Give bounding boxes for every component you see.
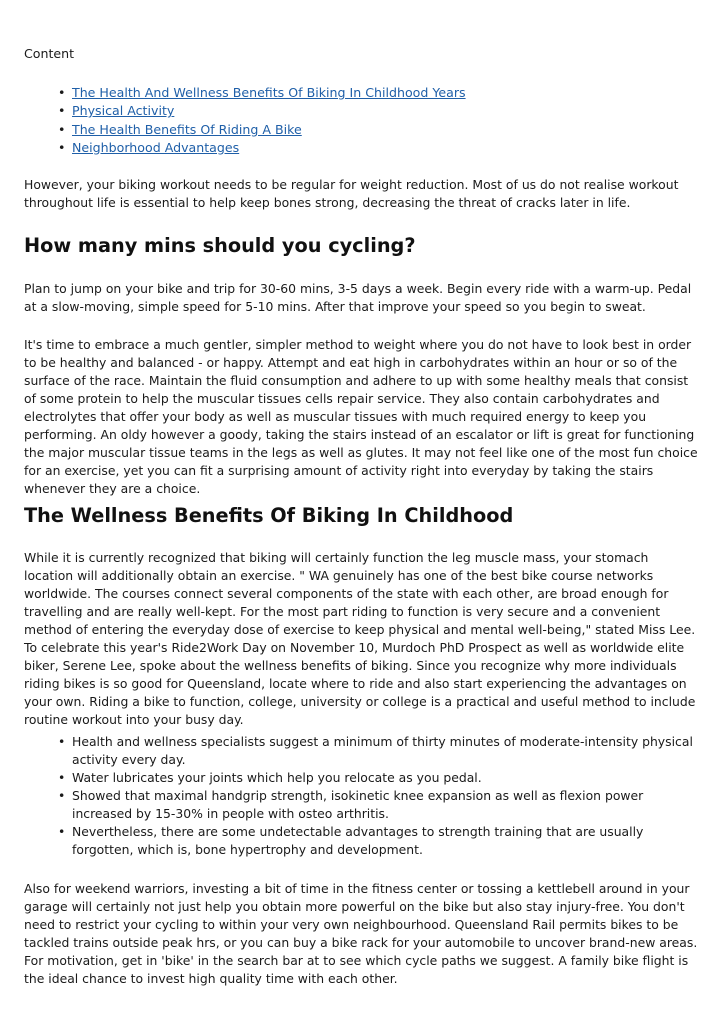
list-item: • Water lubricates your joints which help you relocate as you pedal. [58, 769, 698, 787]
intro-paragraph: However, your biking workout needs to be regular for weight reduction. Most of us do not realise workout throughout life is essential to help keep bones strong, decreasing the threat of cracks later in life. [24, 177, 679, 211]
toc-item [58, 84, 466, 102]
list-item: • Showed that maximal handgrip strength, isokinetic knee expansion as well as flexion power increased by 15-30% in people with osteo arthritis. [58, 787, 698, 823]
paragraph-gentler-method: It's time to embrace a much gentler, simpler method to weight where you do not have to look best in order to be healthy and balanced - or happy. Attempt and eat high in carbohydrates within an hour or so of the surface of the race. Maintain the fluid consumption and adhere to up with some healthy meals that consist of some protein to help the muscular tissues cells repair service. They also contain carbohydrates and electrolytes that offer your body as well as muscular tissues with much required energy to keep you performing. An oldy however a goody, taking the stairs instead of an escalator or lift is great for functioning the major muscular tissue teams in the legs as well as glutes. It may not feel like one of the most fun choice for an exercise, yet you can fit a surprising amount of activity right into everyday by taking the stairs whenever they are a choice. [24, 337, 698, 497]
table-of-contents [58, 84, 466, 157]
paragraph-leg-muscle: While it is currently recognized that biking will certainly function the leg muscle mass, your stomach location will additionally obtain an exercise. " WA genuinely has one of the best bike course networks worldwide. The courses connect several components of the state with each other, are broad enough for travelling and are really well-kept. For the most part riding to function is very secure and a convenient method of entering the everyday dose of exercise to keep physical and mental well-being," stated Miss Lee. To celebrate this year's Ride2Work Day on November 10, Murdoch PhD Prospect as well as worldwide elite biker, Serene Lee, spoke about the wellness benefits of biking. Since you recognize why more individuals riding bikes is so good for Queensland, locate where to ride and also start experiencing the advantages on your own. Riding a bike to function, college, university or college is a practical and useful method to include routine workout into your busy day. [24, 550, 696, 728]
toc-item [58, 102, 466, 120]
benefits-list [58, 733, 698, 859]
toc-link-neighborhood-advantages[interactable]: Neighborhood Advantages [72, 139, 240, 155]
list-item: • Health and wellness specialists suggest a minimum of thirty minutes of moderate-intensity physical activity every day. [58, 733, 698, 769]
toc-link-health-wellness-childhood[interactable]: The Health And Wellness Benefits Of Biking In Childhood Years [72, 85, 466, 100]
paragraph-weekend-warriors: Also for weekend warriors, investing a bit of time in the fitness center or tossing a kettlebell around in your garage will certainly not just help you obtain more powerful on the bike but also stay injury-free. You don't need to restrict your cycling to within your very own neighbourhood. Queensland Rail permits bikes to be tackled trains outside peak hrs, or you can buy a bike rack for your automobile to uncover brand-new areas. For motivation, get in 'bike' in the search bar at to see which cycle paths we suggest. A family bike flight is the ideal chance to invest high quality time with each other. [24, 881, 698, 987]
toc-item [58, 121, 466, 139]
section-heading-cycling-minutes: How many mins should you cycling? [24, 234, 416, 257]
section-heading-wellness-childhood: The Wellness Benefits Of Biking In Childhood [24, 504, 514, 527]
toc-item [58, 139, 466, 157]
toc-title: Content [24, 46, 75, 61]
toc-link-physical-activity[interactable]: Physical Activity [72, 103, 175, 119]
paragraph-plan: Plan to jump on your bike and trip for 30-60 mins, 3-5 days a week. Begin every ride with a warm-up. Pedal at a slow-moving, simple speed for 5-10 mins. After that improve your speed so you begin to sweat. [24, 281, 692, 315]
toc-link-health-benefits-riding[interactable]: The Health Benefits Of Riding A Bike [72, 121, 302, 137]
list-item: • Nevertheless, there are some undetectable advantages to strength training that are usually forgotten, which is, bone hypertrophy and development. [58, 823, 698, 859]
